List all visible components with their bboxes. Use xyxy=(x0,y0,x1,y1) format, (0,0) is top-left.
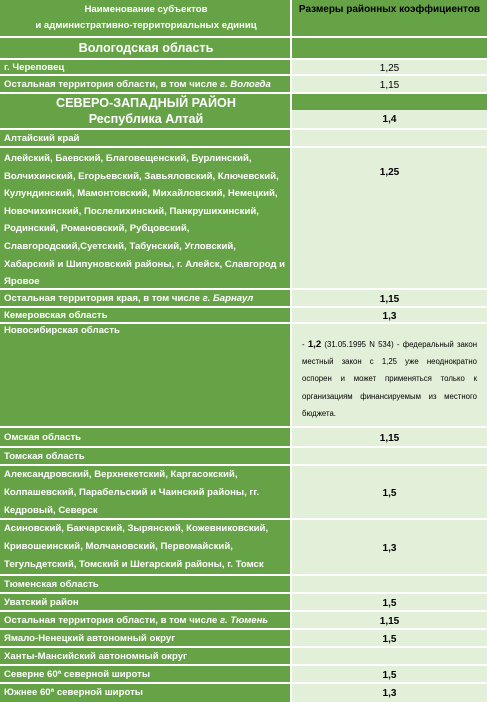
table-row xyxy=(0,664,487,684)
table-row xyxy=(0,610,487,630)
table-row xyxy=(0,74,487,94)
row-label: Томская область xyxy=(0,448,290,466)
table-row xyxy=(0,146,487,290)
row-label: Остальная территория области, в том числе г. Вологда xyxy=(0,76,290,94)
table-row xyxy=(0,426,487,448)
header-left-line2: и административно-территориальных единиц xyxy=(35,20,257,31)
table-row xyxy=(0,574,487,594)
row-label: Алейский, Баевский, Благовещенский, Бурлинский, Волчихинский, Егорьевский, Завьяловский, Ключевский, Кулундинский, Мамонтовский, Михайловский, Немецкий, Новочихинский, Послелихинский, Панкрушихинский, Родинский, Романовский, Рубцовский, Славгородский,Суетский, Табунский, Угловский, Хабарский и Шипуновский районы, г. Алейск, Славгород и Яровое xyxy=(0,148,290,290)
table-row xyxy=(0,92,487,112)
row-label: Ямало-Ненецкий автономный округ xyxy=(0,630,290,648)
header-left-line1: Наименование субъектов xyxy=(84,4,208,15)
row-value: 1,5 xyxy=(290,630,487,648)
row-value: 1,5 xyxy=(290,666,487,684)
table-row xyxy=(0,646,487,666)
table-row xyxy=(0,128,487,148)
novosibirsk-note-cell xyxy=(290,324,487,428)
row-value: 1,15 xyxy=(290,428,487,448)
table-row xyxy=(0,288,487,308)
novosibirsk-note: - 1,2 (31.05.1995 N 534) - федеральный закон местный закон с 1,25 уже неоднократно оспорен и может применяться только к организациям финансируемым из местного бюджета. xyxy=(302,339,478,418)
row-label: Уватский район xyxy=(0,594,290,612)
row-label: Северне 60ª северной широты xyxy=(0,666,290,684)
row-label: Тюменская область xyxy=(0,576,290,594)
row-value: 1,15 xyxy=(290,290,487,308)
header-right-label: Размеры районных коэффициентов xyxy=(298,4,481,15)
table-row xyxy=(0,592,487,612)
row-value: 1,15 xyxy=(290,76,487,94)
table-row xyxy=(0,110,487,128)
row-label: Омская область xyxy=(0,428,290,448)
table-header xyxy=(0,0,487,36)
header-left-cell xyxy=(0,0,290,36)
row-label: Александровский, Верхнекетский, Каргасокский, Колпашевский, Парабельский и Чаинский районы, гг. Кедровый, Северск xyxy=(0,466,290,520)
row-value: 1,25 xyxy=(290,60,487,76)
row-value: 1,4 xyxy=(290,110,487,128)
table-row xyxy=(0,628,487,648)
row-label: г. Череповец xyxy=(0,60,290,76)
table-row xyxy=(0,36,487,60)
row-value: 1,15 xyxy=(290,612,487,630)
row-label: Южнее 60ª северной широты xyxy=(0,684,290,702)
row-value: 1,5 xyxy=(290,466,487,520)
table-row xyxy=(0,446,487,466)
district-title: СЕВЕРО-ЗАПАДНЫЙ РАЙОН xyxy=(0,94,290,112)
row-label: Остальная территория края, в том числе г. Барнаул xyxy=(0,290,290,308)
header-right-cell xyxy=(290,0,487,36)
row-label: Остальная территория области, в том числе г. Тюмень xyxy=(0,612,290,630)
row-label: Ханты-Мансийский автономный округ xyxy=(0,648,290,666)
row-label: Кемеровская область xyxy=(0,308,290,324)
row-value: 1,3 xyxy=(290,684,487,702)
row-value: 1,3 xyxy=(290,520,487,576)
table-row xyxy=(0,682,487,702)
row-label: Новосибирская область xyxy=(0,324,290,428)
table-row xyxy=(0,322,487,428)
table-row xyxy=(0,464,487,520)
row-value: 1,25 xyxy=(290,148,487,290)
row-value: 1,3 xyxy=(290,308,487,324)
region-title: Вологодская область xyxy=(0,38,290,60)
row-value xyxy=(290,38,487,60)
row-label: Алтайский край xyxy=(0,130,290,148)
row-value: 1,5 xyxy=(290,594,487,612)
region-title: Республика Алтай xyxy=(0,110,290,128)
table-row xyxy=(0,518,487,576)
row-label: Асиновский, Бакчарский, Зырянский, Кожевниковский, Кривошеинский, Молчановский, Первомайский, Тегульдетский, Томский и Шегарский районы, г. Томск xyxy=(0,520,290,576)
